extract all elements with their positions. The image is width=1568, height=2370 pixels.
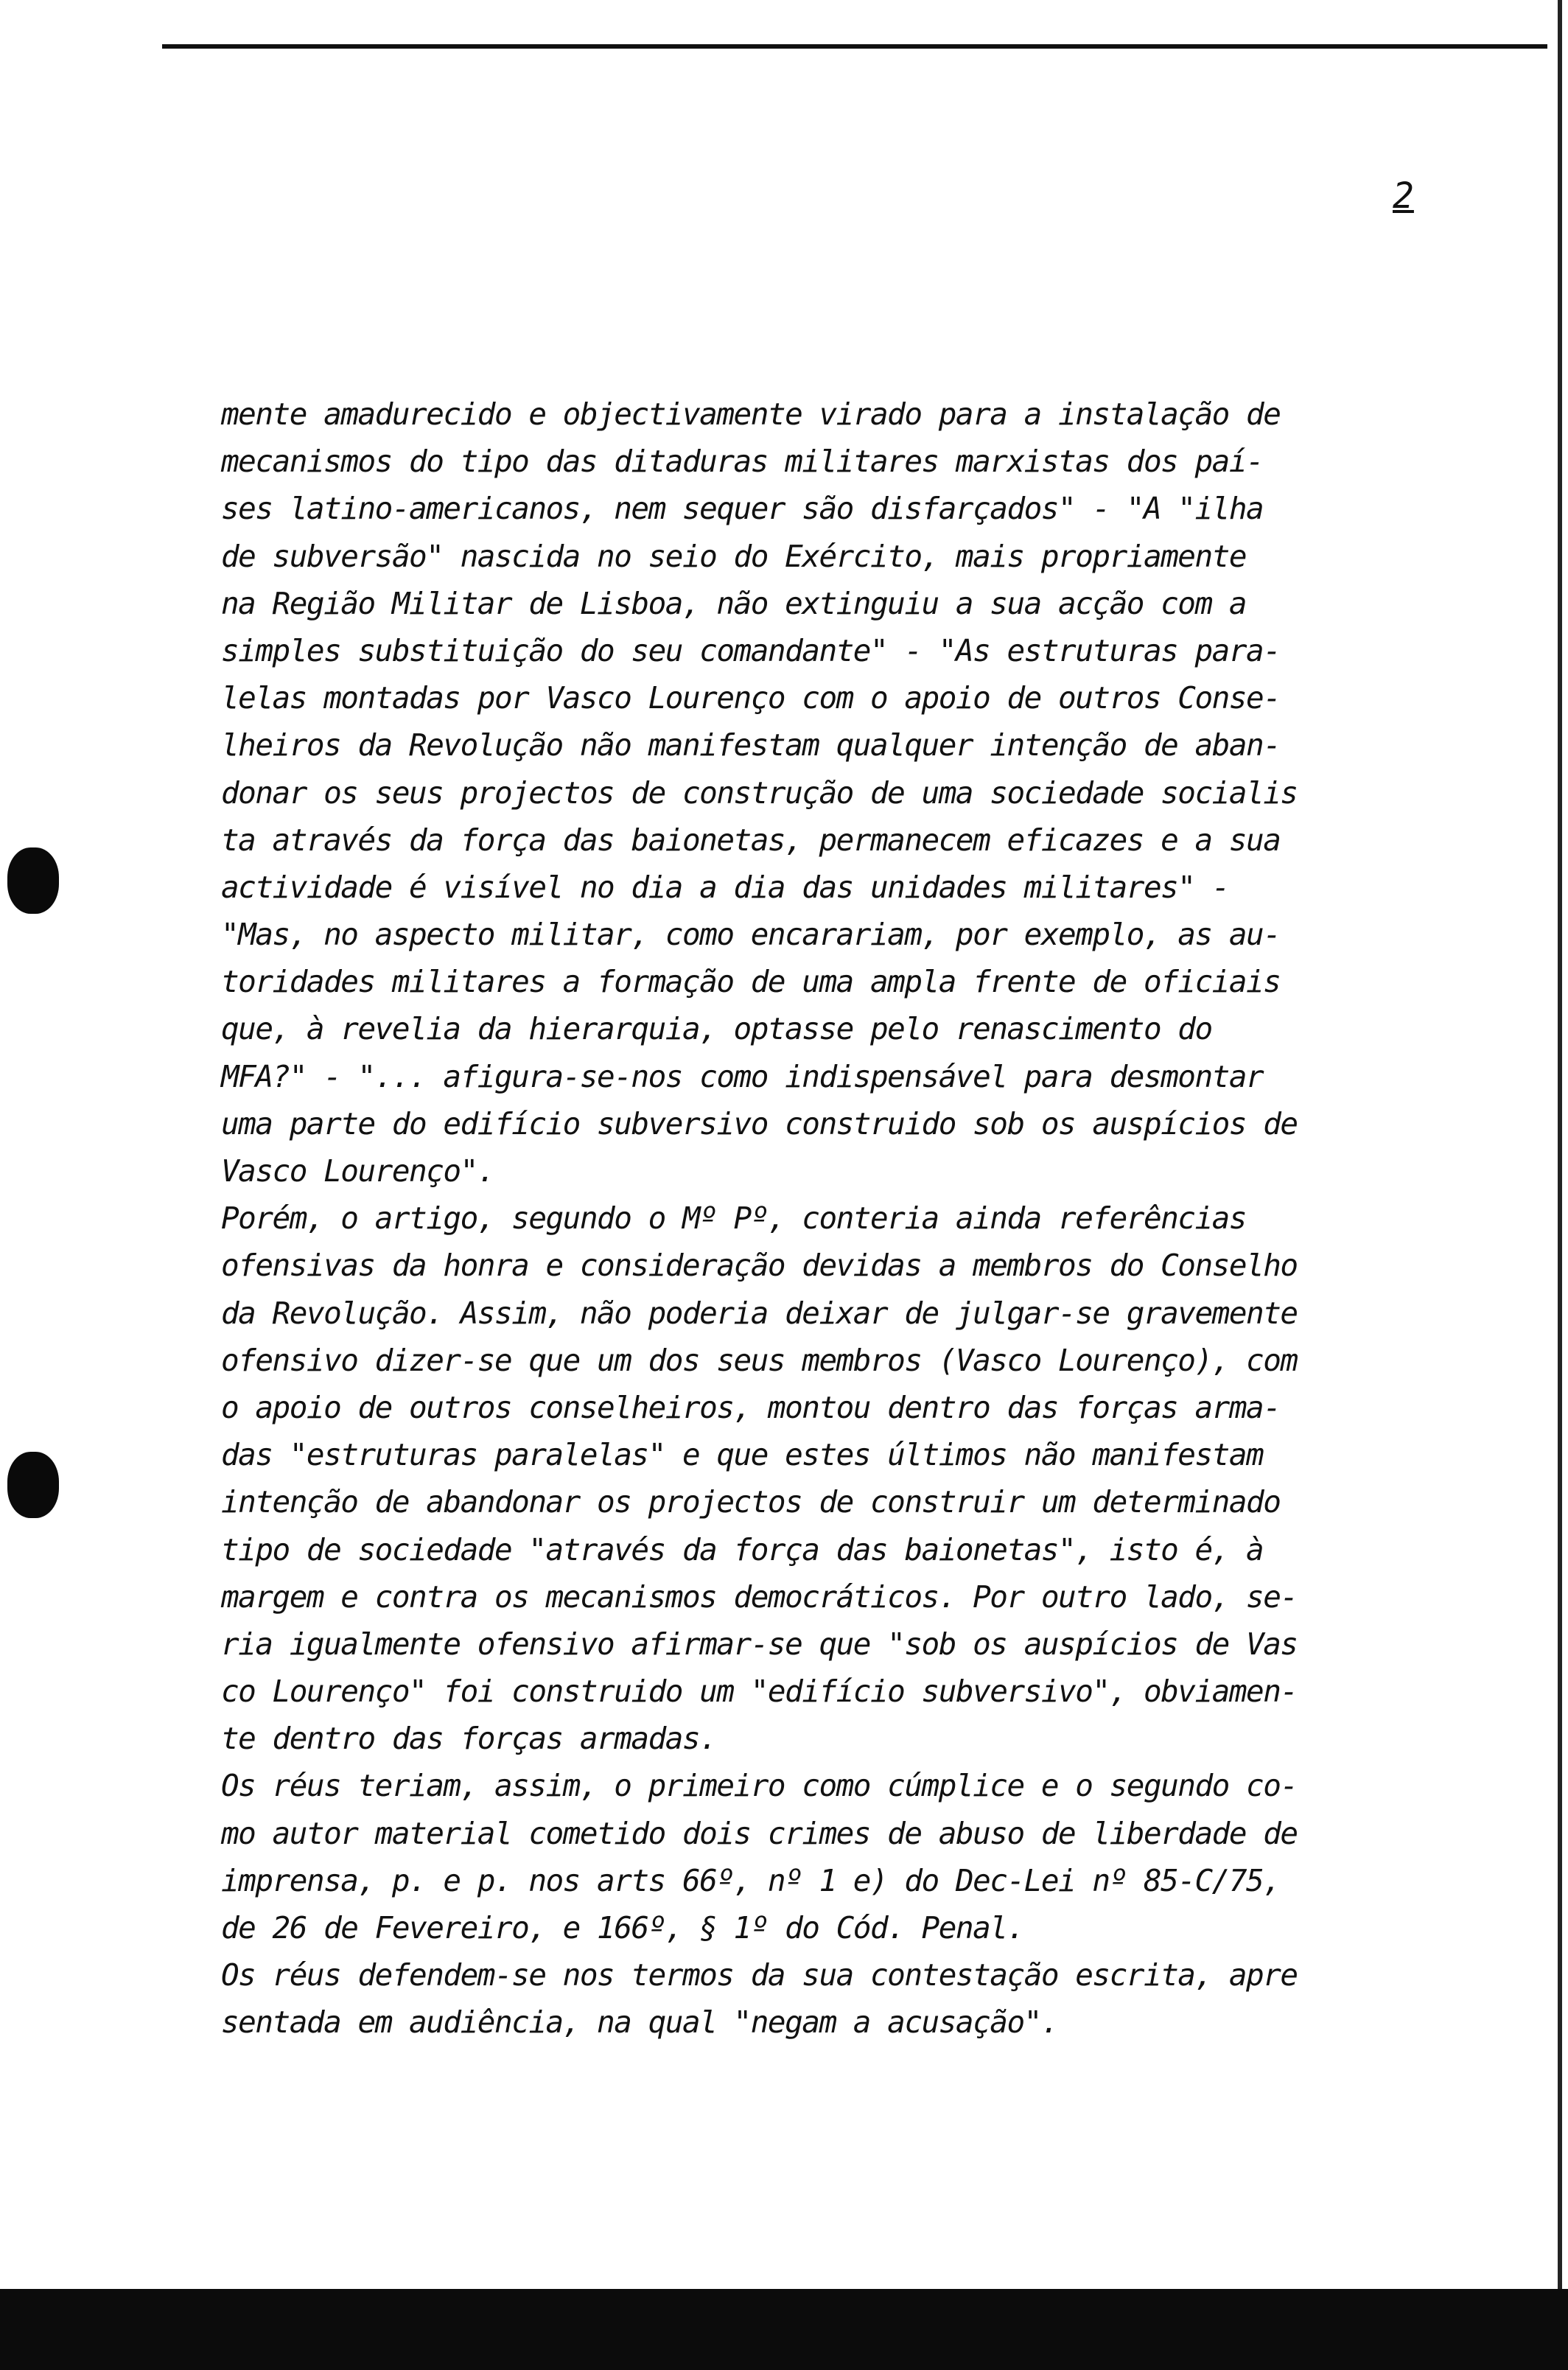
text-line: lheiros da Revolução não manifestam qualquer intenção de aban- (221, 727, 1281, 763)
text-line: Porém, o artigo, segundo o Mº Pº, conteria ainda referências (221, 1200, 1247, 1237)
right-scan-border (1558, 0, 1562, 2370)
text-line: mecanismos do tipo das ditaduras militares marxistas dos paí- (221, 444, 1264, 480)
bottom-scan-border (0, 2289, 1568, 2370)
text-line: tipo de sociedade "através da força das baionetas", isto é, à (221, 1531, 1264, 1567)
text-line: lelas montadas por Vasco Lourenço com o apoio de outros Conse- (221, 680, 1281, 716)
text-line: Os réus teriam, assim, o primeiro como cúmplice e o segundo co- (221, 1768, 1298, 1804)
text-line: MFA?" - "... afigura-se-nos como indispensável para desmontar (221, 1058, 1264, 1094)
text-line: ofensivas da honra e consideração devidas a membros do Conselho (221, 1248, 1298, 1284)
text-line: toridades militares a formação de uma ampla frente de oficiais (221, 964, 1281, 1000)
text-line: imprensa, p. e p. nos arts 66º, nº 1 e) do Dec-Lei nº 85-C/75, (221, 1862, 1281, 1898)
text-line: mente amadurecido e objectivamente virado para a instalação de (221, 396, 1281, 432)
text-line: intenção de abandonar os projectos de construir um determinado (221, 1484, 1281, 1520)
text-line: Os réus defendem-se nos termos da sua contestação escrita, apre (221, 1957, 1298, 1993)
text-line: actividade é visível no dia a dia das unidades militares" - (221, 869, 1229, 905)
text-line: da Revolução. Assim, não poderia deixar de julgar-se gravemente (221, 1295, 1298, 1331)
text-line: te dentro das forças armadas. (221, 1721, 717, 1757)
text-line: uma parte do edifício subversivo construido sob os auspícios de (221, 1105, 1298, 1142)
text-line: o apoio de outros conselheiros, montou dentro das forças arma- (221, 1389, 1281, 1425)
text-line: donar os seus projectos de construção de uma sociedade socialis (221, 775, 1298, 811)
text-line: das "estruturas paralelas" e que estes últimos não manifestam (221, 1437, 1264, 1473)
text-line: sentada em audiência, na qual "negam a acusação". (221, 2004, 1059, 2041)
text-line: ria igualmente ofensivo afirmar-se que "sob os auspícios de Vas (221, 1626, 1298, 1662)
top-scan-border (162, 44, 1547, 49)
text-line: que, à revelia da hierarquia, optasse pelo renascimento do (221, 1011, 1212, 1047)
body-text (221, 391, 1429, 2046)
page-number: 2 (1393, 175, 1414, 217)
text-line: de subversão" nascida no seio do Exército, mais propriamente (221, 538, 1247, 574)
text-line: mo autor material cometido dois crimes de abuso de liberdade de (221, 1815, 1298, 1851)
text-line: Vasco Lourenço". (221, 1153, 494, 1189)
text-line: ses latino-americanos, nem sequer são disfarçados" - "A "ilha (221, 491, 1264, 527)
punch-hole-mark (7, 847, 59, 914)
text-line: na Região Militar de Lisboa, não extinguiu a sua acção com a (221, 585, 1247, 621)
text-line: margem e contra os mecanismos democráticos. Por outro lado, se- (221, 1579, 1298, 1615)
text-line: de 26 de Fevereiro, e 166º, § 1º do Cód. Penal. (221, 1910, 1024, 1946)
text-line: simples substituição do seu comandante" - "As estruturas para- (221, 632, 1281, 668)
text-line: co Lourenço" foi construido um "edifício subversivo", obviamen- (221, 1674, 1298, 1710)
text-line: "Mas, no aspecto militar, como encarariam, por exemplo, as au- (221, 917, 1281, 953)
punch-hole-mark (7, 1452, 59, 1518)
text-line: ta através da força das baionetas, permanecem eficazes e a sua (221, 822, 1281, 858)
text-line: ofensivo dizer-se que um dos seus membros (Vasco Lourenço), com (221, 1342, 1298, 1378)
